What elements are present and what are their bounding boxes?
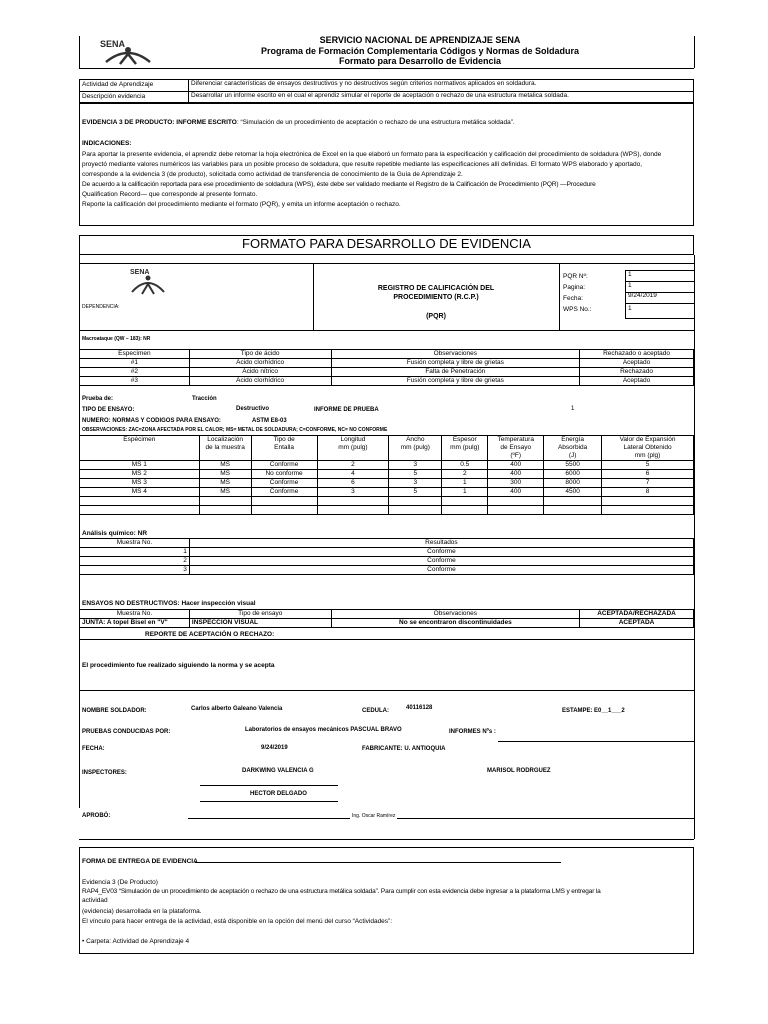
header-cell: Tipo de [251,436,317,445]
sena-logo [98,38,158,66]
cell: MS 4 [80,488,200,497]
table-header-row [80,610,694,619]
fabricante-label: FABRICANTE: U. ANTIOQUIA [362,746,446,752]
header-cell: Especímen [80,350,190,359]
table-row [80,566,694,575]
cell: 7 [602,479,694,488]
header-cell: Tipo de ácido [189,350,331,359]
cell: MS [199,479,251,488]
form-title: FORMATO PARA DESARROLLO DE EVIDENCIA [242,236,531,251]
aprobo-label: APROBÓ: [82,813,111,819]
cell: 8 [602,488,694,497]
soldador-name: Carlos alberto Galeano Valencia [191,706,283,712]
macroataque-label: Macroataque (QW – 183): NR [82,336,151,342]
cell: #3 [80,377,190,386]
cell: 6 [602,470,694,479]
cell: Rechazado [580,368,694,377]
activity-label: Actividad de Aprendizaje [82,81,154,88]
cell: Ácido clorhídrico [189,377,331,386]
observaciones-note: OBSERVACIONES: ZAC=ZONA AFECTADA POR EL CALOR; MS= METAL DE SOLDADURA; C=CONFORME, NC= NO CONFORME [82,427,388,433]
cell: Conforme [189,548,693,557]
inspectores-label: INSPECTORES: [82,770,127,776]
evidence-title: EVIDENCIA 3 DE PRODUCTO: INFORME ESCRITO: “Simulación de un procedimiento de aceptación o rechazo de una estructura metálica soldada”. [82,119,515,126]
table-header-row [80,452,694,461]
header-cell: Observaciones [331,350,580,359]
table-row [80,548,694,557]
header-cell: Lateral Obtenido [602,444,694,452]
tipo-ensayo-value: Destructivo [236,406,270,412]
cell: MS [199,488,251,497]
cell: 2 [317,461,389,470]
cell: 3 [317,488,389,497]
header-program: Programa de Formación Complementaria Códigos y Normas de Soldadura [260,46,580,56]
header-cell: Ancho [389,436,442,445]
cell: 8000 [544,479,602,488]
pruebas-value: Laboratorios de ensayos mecánicos PASCUAL BRAVO [245,727,402,733]
cell: 0.5 [442,461,488,470]
informe-prueba-label: INFORME DE PRUEBA [314,407,379,413]
cell: Conforme [189,557,693,566]
tipo-ensayo-label: TIPO DE ENSAYO: [82,407,135,413]
cell: Conforme [251,479,317,488]
ndt-title: ENSAYOS NO DESTRUCTIVOS: Hacer inspección visual [82,600,256,607]
indicaciones-line: corresponde a la evidencia 3 (de producto), solicitada como actividad de transferencia de conocimiento de la Guía de Aprendizaje 2. [82,171,463,178]
pagina-value: 1 [628,282,632,289]
cell: 300 [488,479,544,488]
cell: MS [199,461,251,470]
cell: 4 [317,470,389,479]
cell: Fusión completa y libre de grietas [331,377,580,386]
table-row [80,557,694,566]
cell: #1 [80,359,190,368]
header-cell: de Ensayo [488,444,544,452]
delivery-line: El vínculo para hacer entrega de la actividad, está disponible en la opción del menú del curso “Actividades”: [82,918,393,925]
macro-table [79,349,694,386]
aprobo-name: Ing. Oscar Ramírez [352,813,396,819]
cell: 3 [389,461,442,470]
normas-value: ASTM E8-03 [252,418,287,424]
header-cell: Espécimen [80,436,200,445]
delivery-title: FORMA DE ENTREGA DE EVIDENCIA [82,858,198,865]
pagina-label: Pagina: [563,284,586,291]
header-org: SERVICIO NACIONAL DE APRENDIZAJE SENA [319,35,521,45]
cedula-value: 40116128 [406,705,433,711]
cell: Fusión completa y libre de grietas [331,359,580,368]
header-cell [199,452,251,461]
table-row [80,479,694,488]
dependencia-label: DEPENDENCIA: [82,304,120,310]
cell: 5 [389,470,442,479]
header-format: Formato para Desarrollo de Evidencia [338,56,502,66]
svg-text:SENA: SENA [130,269,150,276]
indicaciones-line: Reporte la calificación del procedimiento mediante el formato (PQR), y emita un informe aceptación o rechazo. [82,201,401,208]
delivery-line: Evidencia 3 (De Producto) [82,879,158,886]
cell: 3 [389,479,442,488]
chem-table [79,538,694,575]
fecha-value: 9/24/2019 [628,292,657,299]
sena-logo-icon [128,266,168,296]
svg-text:SENA: SENA [100,39,126,49]
cell: Ácido clorhídrico [189,359,331,368]
tension-table [79,435,694,515]
fecha-signoff-value: 9/24/2019 [261,745,288,751]
cell: 1 [442,488,488,497]
fecha-label: Fecha: [563,295,583,302]
wps-value: 1 [628,305,632,312]
estampe-label: ESTAMPE: [562,708,593,714]
normas-label: NUMERO: NORMAS Y CODIGOS PARA ENSAYO: [82,418,221,424]
header-cell: (ºF) [488,452,544,461]
delivery-line: (evidencia) desarrollada en la plataforma. [82,908,202,915]
cell: MS 1 [80,461,200,470]
table-row [80,377,694,386]
table-row [80,461,694,470]
inspector-3: HECTOR DELGADO [250,791,307,797]
header-cell: (J) [544,452,602,461]
cell: MS 3 [80,479,200,488]
pruebas-label: PRUEBAS CONDUCIDAS POR: [82,729,171,735]
table-row [80,506,694,515]
header-cell: Longitud [317,436,389,445]
cell: Conforme [189,566,693,575]
table-row [80,488,694,497]
delivery-line: RAP4_EV03 “Simulación de un procedimiento de aceptación o rechazo de una estructura metálica soldada”. Para cumplir con esta evidencia debe ingresar a la plataforma LMS y entregar la [82,888,601,895]
cell: 1 [442,479,488,488]
indicaciones-line: Para aportar la presente evidencia, el aprendiz debe retomar la hoja electrónica de Excel en la que elaboró un formato para la especificación y calificación del procedimiento de soldadura (WPS), donde [82,151,662,158]
header-cell: Observaciones [331,610,579,619]
pqr-no-value: 1 [628,271,632,278]
indicaciones-line: Qualification Record— que corresponde al presente formato. [82,191,258,198]
cell: ACEPTADA [580,619,694,628]
table-row [80,619,694,628]
chem-title: Análisis químico: NR [82,530,148,537]
cell: INSPECCION VISUAL [189,619,331,628]
header-cell: Localización [199,436,251,445]
activity-value: Diferenciar características de ensayos destructivos y no destructivos según criterios normativos aplicados en soldadura. [191,80,537,87]
table-row [80,470,694,479]
cell: 400 [488,470,544,479]
wps-label: WPS No.: [563,306,592,313]
header-cell: Muestra No. [80,610,190,619]
cell: 6000 [544,470,602,479]
inspector-2: MARISOL RODRGUEZ [487,768,551,774]
header-cell: Rechazado o aceptado [580,350,694,359]
rcp-title-2: PROCEDIMIENTO (R.C.P.) [393,294,479,301]
header-cell [80,452,200,461]
description-value: Desarrollar un informe escrito en el cual el aprendiz simular el reporte de aceptación o rechazo de una estructura metalica soldada. [191,92,569,99]
cell: MS 2 [80,470,200,479]
header-cell: mm (plg) [602,452,694,461]
report-label: REPORTE DE ACEPTACIÓN O RECHAZO: [145,631,275,638]
cell: 400 [488,488,544,497]
cell: Conforme [251,488,317,497]
cell: 2 [442,470,488,479]
table-header-row [80,444,694,452]
delivery-line: • Carpeta: Actividad de Aprendizaje 4 [82,938,190,945]
pqr-no-label: PQR Nº: [563,273,588,280]
cell: MS [199,470,251,479]
header-cell: ACEPTADA/RECHAZADA [580,610,694,619]
header-cell: Espesor [442,436,488,445]
cell: Falta de Penetración [331,368,580,377]
header-cell: mm (pulg) [317,444,389,452]
cell: Conforme [251,461,317,470]
header-cell [80,444,200,452]
header-cell: de la muestra [199,444,251,452]
cell: 3 [80,566,190,575]
cell: Ácido nítrico [189,368,331,377]
header-cell [442,452,488,461]
ndt-table [79,609,694,628]
prueba-label: Prueba de: [82,396,114,402]
rcp-title-1: REGISTRO DE CALIFICACIÓN DEL [377,285,495,292]
table-row [80,359,694,368]
cell: 5 [602,461,694,470]
soldador-label: NOMBRE SOLDADOR: [82,708,147,714]
table-row [80,497,694,506]
cell: Aceptado [580,377,694,386]
inspector-1: DARKWING VALENCIA G [242,768,314,774]
header-cell: Tipo de ensayo [189,610,331,619]
sena-logo-small [128,266,168,296]
header-cell [317,452,389,461]
informes-label: INFORMES Nºs : [449,729,496,735]
fecha-signoff-label: FECHA: [82,746,105,752]
description-label: Descripción evidencia [82,93,146,100]
header-cell [251,452,317,461]
cell: No se encontraron discontinuidades [331,619,579,628]
table-header-row [80,436,694,445]
indicaciones-line: proyectó mediante valores numéricos las variables para un posible proceso de soldadura, que resulte repetible mediante las especificaciones allí definidas. El formato WPS elaborado y aportado, [82,161,643,168]
cell: 2 [80,557,190,566]
cell: No conforme [251,470,317,479]
cell: Aceptado [580,359,694,368]
estampe-value: E0__1___2 [594,708,625,714]
sena-logo-icon [98,38,158,66]
header-cell: Entalla [251,444,317,452]
table-header-row [80,539,694,548]
cell: 4500 [544,488,602,497]
cell: #2 [80,368,190,377]
header-cell: mm (pulg) [389,444,442,452]
header-cell: mm (pulg) [442,444,488,452]
pqr-label: (PQR) [426,313,446,320]
indicaciones-line: De acuerdo a la calificación reportada para ese procedimiento de soldadura (WPS), éste debe ser validado mediante el Registro de la Calificación de Procedimiento (PQR) —Procedure [82,181,596,188]
table-header-row [80,350,694,359]
prueba-value: Tracción [192,396,217,402]
cell: JUNTA: A topel Bisel en "V" [80,619,190,628]
indicaciones-title: INDICACIONES: [82,140,132,147]
cell: 6 [317,479,389,488]
cell: 400 [488,461,544,470]
header-cell: Energía [544,436,602,445]
header-cell: Muestra No. [80,539,190,548]
header-cell: Resultados [189,539,693,548]
report-text: El procedimiento fue realizado siguiendo la norma y se acepta [82,662,275,669]
cell: 1 [80,548,190,557]
header-cell [389,452,442,461]
header-cell: Valor de Expansión [602,436,694,445]
header-cell: Temperatura [488,436,544,445]
table-row [80,368,694,377]
cedula-label: CEDULA: [362,708,389,714]
cell: 5500 [544,461,602,470]
delivery-line: actividad [82,897,108,904]
cell: 5 [389,488,442,497]
header-cell: Absorbida [544,444,602,452]
informe-prueba-value: 1 [571,406,575,412]
